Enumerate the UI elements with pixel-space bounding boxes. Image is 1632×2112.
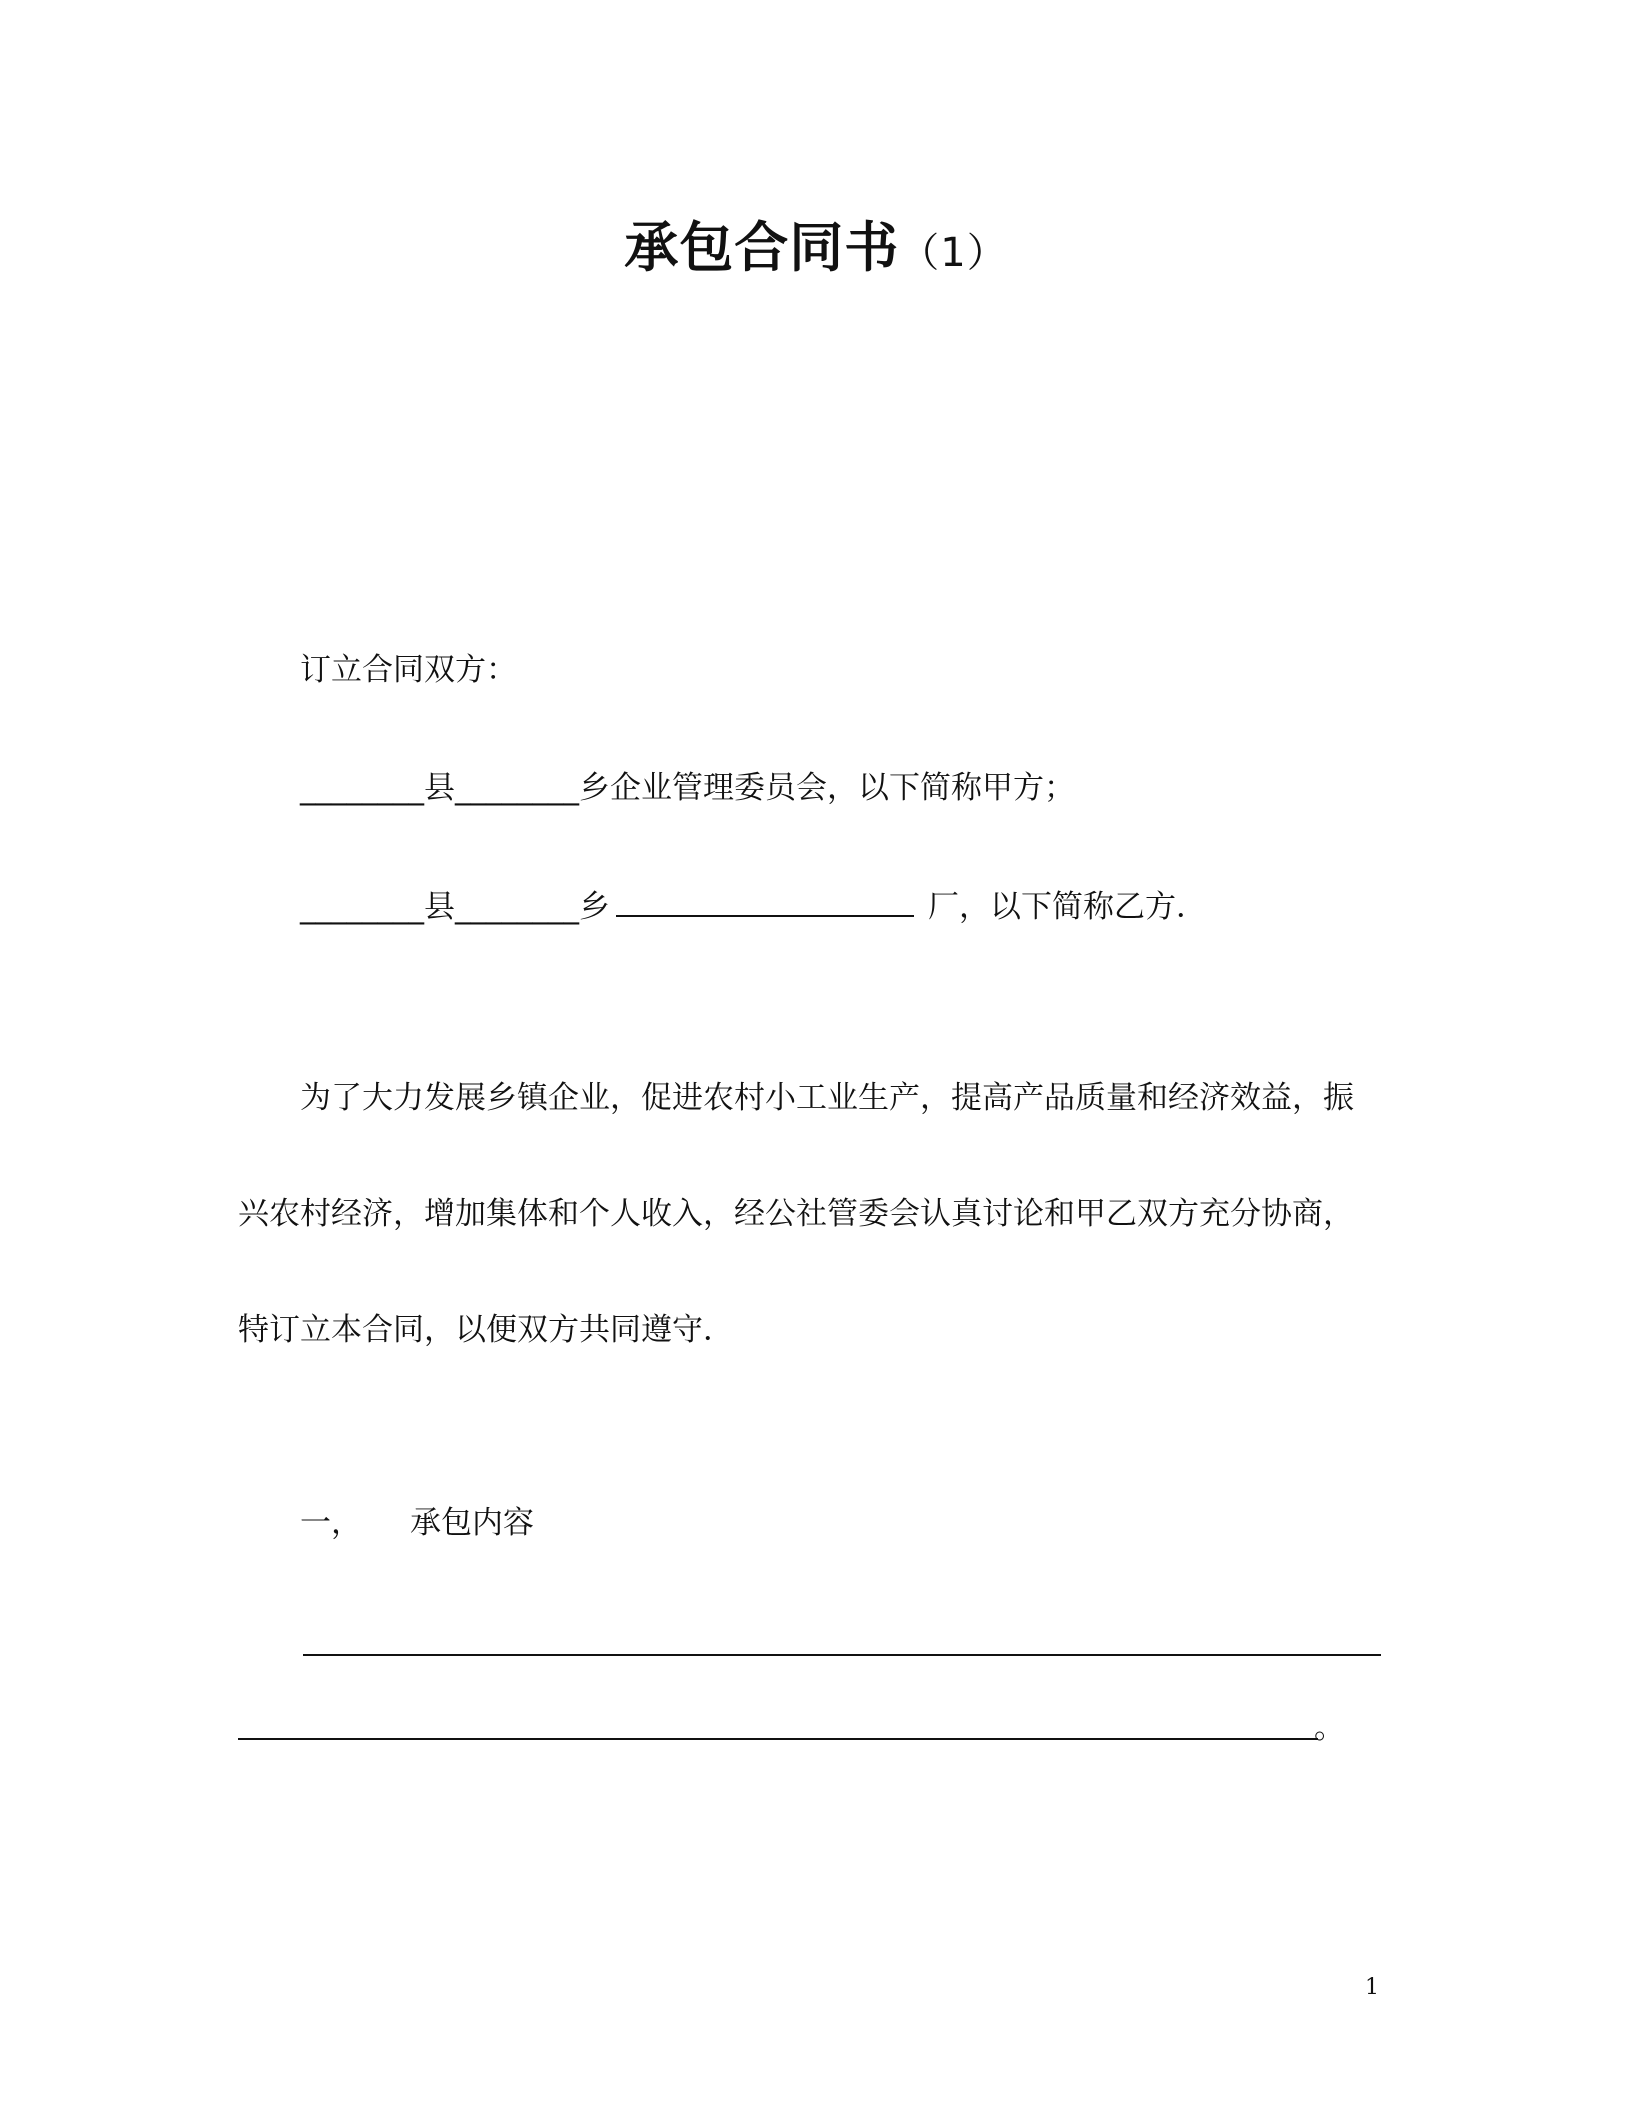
section-1-title: 承包内容 bbox=[410, 1505, 534, 1541]
section-1-number: 一， bbox=[300, 1505, 362, 1541]
section-1-end-mark: 。 bbox=[1314, 1710, 1345, 1746]
preamble-line-1: 为了大力发展乡镇企业，促进农村小工业生产，提高产品质量和经济效益，振 bbox=[300, 1080, 1354, 1116]
party-a-blank-1: ________ bbox=[300, 770, 424, 806]
preamble-line-2: 兴农村经济，增加集体和个人收入，经公社管委会认真讨论和甲乙双方充分协商， bbox=[238, 1196, 1354, 1232]
party-b-line bbox=[300, 885, 1207, 927]
party-a-line bbox=[300, 768, 1075, 808]
party-b-county: 县 bbox=[424, 889, 455, 925]
party-b-blank-2: ________ bbox=[455, 889, 579, 925]
party-b-blank-1: ________ bbox=[300, 889, 424, 925]
section-1-blank-line-1 bbox=[303, 1654, 1381, 1656]
parties-heading: 订立合同双方： bbox=[300, 652, 517, 688]
title-text: 承包合同书 bbox=[624, 216, 900, 279]
party-a-blank-2: ________ bbox=[455, 770, 579, 806]
section-1-heading bbox=[300, 1503, 534, 1543]
document-title bbox=[0, 205, 1632, 282]
party-a-text: 乡企业管理委员会，以下简称甲方； bbox=[579, 770, 1075, 806]
party-a-county: 县 bbox=[424, 770, 455, 806]
title-suffix: （1） bbox=[899, 230, 1008, 276]
section-1-blank-line-2 bbox=[238, 1738, 1318, 1740]
party-b-text: 厂，以下简称乙方． bbox=[928, 889, 1207, 925]
party-b-factory-blank bbox=[616, 885, 914, 917]
preamble-line-3: 特订立本合同，以便双方共同遵守． bbox=[238, 1312, 734, 1348]
page-number: 1 bbox=[1365, 1975, 1379, 2000]
party-b-township: 乡 bbox=[579, 889, 610, 925]
